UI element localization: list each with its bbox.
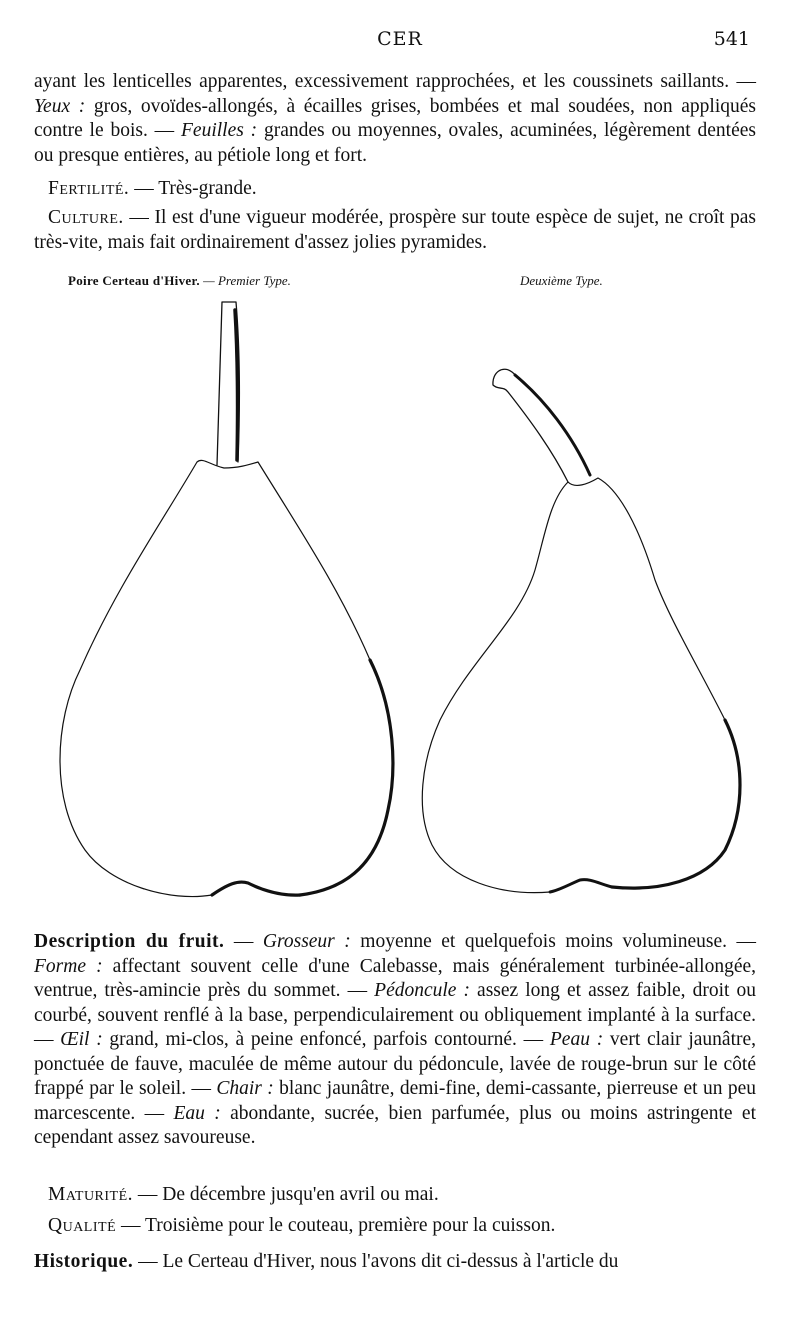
intro-text: ayant les lenticelles apparentes, excessivement rapprochées, et les coussinets saillants. — [34, 71, 756, 92]
pear-illustrations [0, 290, 800, 915]
maturite-label: Maturité. [48, 1184, 134, 1205]
pear-second-type-stem [493, 369, 590, 482]
pear-second-type-body [422, 478, 740, 893]
eau-label: Eau : [173, 1102, 221, 1124]
intro-paragraph [34, 70, 756, 168]
description-text: moyenne et quelquefois moins volumineuse. — [350, 931, 757, 952]
caption-pear-name: Poire Certeau d'Hiver. [68, 273, 200, 288]
intro-text: gros, ovoïdes-allongés, à écailles grises, bombées et mal soudées, non appliqués contre le bois. — [34, 95, 757, 141]
forme-label: Forme : [34, 955, 103, 977]
fertilite-paragraph [34, 177, 756, 202]
intro-text: grandes ou moyennes, ovales, acuminées, légèrement dentées ou presque entières, au pétiole long et fort. [34, 120, 756, 166]
grosseur-label: Grosseur : [262, 931, 351, 952]
pear-second-type-stem-shade [515, 375, 590, 475]
running-title: CER [377, 28, 423, 50]
fertilite-text: — Très-grande. [129, 178, 257, 199]
description-text: abondante, sucrée, bien parfumée, plus ou moins astringente et cependant assez savoureuse. [34, 1102, 756, 1148]
description-text: — [224, 931, 263, 952]
description-text: grand, mi-clos, à peine enfoncé, parfois contourné. — [102, 1029, 550, 1050]
running-head [0, 28, 800, 56]
pear-first-type-body [60, 460, 393, 896]
qualite-paragraph [34, 1214, 756, 1239]
caption-first-type: — Premier Type. [199, 273, 291, 288]
yeux-label: Yeux : [34, 95, 86, 117]
description-heading: Description du fruit. [34, 931, 225, 952]
fertilite-label: Fertilité. [48, 178, 130, 199]
pedoncule-label: Pédoncule : [374, 980, 470, 1001]
qualite-label: Qualité [48, 1215, 117, 1236]
description-text: blanc jaunâtre, demi-fine, demi-cassante, pierreuse et un peu marcescente. — [34, 1078, 756, 1124]
pear-second-type-eye [550, 880, 612, 892]
feuilles-label: Feuilles : [181, 120, 258, 141]
pear-first-type-shade [300, 660, 393, 895]
figure-caption-right: Deuxième Type. [520, 273, 603, 288]
pear-first-type-stem-shade [235, 310, 238, 460]
qualite-text: — Troisième pour le couteau, première pour la cuisson. [116, 1215, 556, 1236]
culture-text: — Il est d'une vigueur modérée, prospère sur toute espèce de sujet, ne croît pas très-vite, mais fait ordinairement d'assez jolies pyramides. [34, 207, 756, 253]
historique-paragraph [34, 1250, 756, 1275]
historique-text: — Le Certeau d'Hiver, nous l'avons dit ci-dessus à l'article du [133, 1251, 619, 1272]
description-text: vert clair jaunâtre, ponctuée de fauve, maculée de même autour du pédoncule, lavée de rouge-brun sur le côté frappé par le soleil. — [34, 1029, 757, 1099]
culture-label: Culture. [48, 207, 124, 228]
culture-paragraph [34, 206, 756, 255]
pear-second-type-illustration [422, 369, 740, 892]
historique-heading: Historique. [34, 1251, 134, 1272]
pear-first-type-eye [212, 882, 300, 895]
chair-label: Chair : [216, 1078, 274, 1099]
description-text: assez long et assez faible, droit ou courbé, souvent renflé à la base, perpendiculairement ou obliquement implanté à la surface. — [34, 980, 756, 1050]
description-paragraph [34, 930, 756, 1151]
peau-label: Peau : [549, 1029, 604, 1050]
description-text: affectant souvent celle d'une Calebasse, mais généralement turbinée-allongée, ventrue, très-amincie près du sommet. — [34, 955, 756, 1001]
maturite-paragraph [34, 1183, 756, 1208]
figure-caption-left [68, 273, 291, 289]
page-number: 541 [713, 28, 750, 50]
pear-first-type-illustration [60, 302, 393, 897]
maturite-text: — De décembre jusqu'en avril ou mai. [133, 1184, 439, 1205]
oeil-label: Œil : [60, 1029, 103, 1050]
pear-second-type-shade [612, 720, 740, 888]
